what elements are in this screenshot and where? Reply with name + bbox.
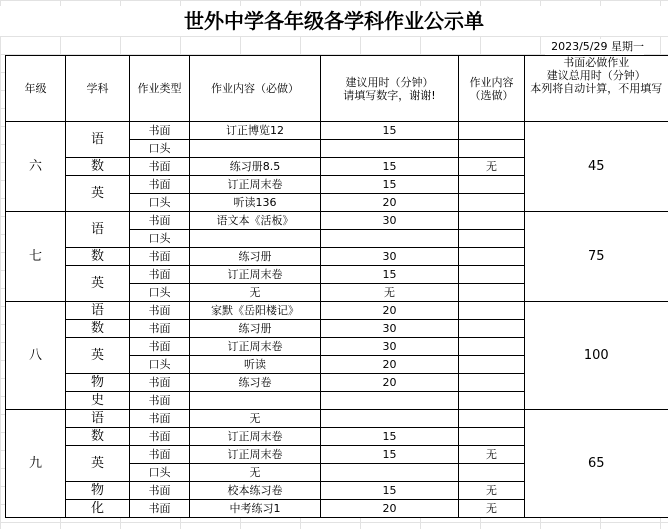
grade-cell[interactable]: 六 (6, 122, 66, 212)
table-row (6, 410, 668, 428)
subject-cell[interactable]: 数 (66, 248, 130, 266)
optional-cell[interactable] (459, 230, 525, 248)
time-cell[interactable]: 30 (321, 320, 459, 338)
time-cell[interactable] (321, 140, 459, 158)
time-cell[interactable]: 20 (321, 194, 459, 212)
header-optional-line2: （选做） (469, 88, 514, 102)
content-cell[interactable]: 无 (190, 410, 321, 428)
time-cell[interactable]: 无 (321, 284, 459, 302)
header-total-line1: 书面必做作业 (563, 56, 630, 69)
page-title: 世外中学各年级各学科作业公示单 (0, 6, 668, 36)
content-cell[interactable]: 练习册8.5 (190, 158, 321, 176)
content-cell[interactable]: 订正周末卷 (190, 428, 321, 446)
subject-cell[interactable]: 英 (66, 338, 130, 374)
type-cell[interactable]: 口头 (130, 356, 190, 374)
time-cell[interactable] (321, 464, 459, 482)
grade-cell[interactable]: 七 (6, 212, 66, 302)
content-cell[interactable]: 校本练习卷 (190, 482, 321, 500)
header-total[interactable] (525, 56, 668, 122)
subject-cell[interactable]: 语 (66, 410, 130, 428)
content-cell[interactable]: 家默《岳阳楼记》 (190, 302, 321, 320)
total-time-cell[interactable]: 45 (525, 122, 668, 212)
type-cell[interactable]: 口头 (130, 464, 190, 482)
homework-table (5, 55, 668, 518)
time-cell[interactable]: 30 (321, 248, 459, 266)
type-cell[interactable]: 书面 (130, 392, 190, 410)
content-cell[interactable] (190, 140, 321, 158)
content-cell[interactable]: 订正周末卷 (190, 446, 321, 464)
content-cell[interactable]: 订正周末卷 (190, 176, 321, 194)
optional-cell[interactable] (459, 320, 525, 338)
optional-cell[interactable] (459, 374, 525, 392)
content-cell[interactable]: 练习卷 (190, 374, 321, 392)
table-row (6, 212, 668, 230)
content-cell[interactable]: 订正博览12 (190, 122, 321, 140)
content-cell[interactable]: 练习册 (190, 320, 321, 338)
subject-cell[interactable]: 物 (66, 482, 130, 500)
content-cell[interactable]: 练习册 (190, 248, 321, 266)
header-content[interactable]: 作业内容（必做） (190, 56, 321, 122)
optional-cell[interactable]: 无 (459, 500, 525, 518)
content-cell[interactable]: 订正周末卷 (190, 338, 321, 356)
type-cell[interactable]: 书面 (130, 248, 190, 266)
optional-cell[interactable] (459, 122, 525, 140)
table-row (6, 122, 668, 140)
type-cell[interactable]: 书面 (130, 482, 190, 500)
type-cell[interactable]: 书面 (130, 338, 190, 356)
optional-cell[interactable] (459, 140, 525, 158)
content-cell[interactable] (190, 230, 321, 248)
total-time-cell[interactable]: 100 (525, 302, 668, 410)
optional-cell[interactable] (459, 410, 525, 428)
time-cell[interactable]: 30 (321, 338, 459, 356)
content-cell[interactable]: 中考练习1 (190, 500, 321, 518)
subject-cell[interactable]: 英 (66, 266, 130, 302)
type-cell[interactable]: 书面 (130, 158, 190, 176)
type-cell[interactable]: 书面 (130, 302, 190, 320)
content-cell[interactable]: 听读136 (190, 194, 321, 212)
optional-cell[interactable]: 无 (459, 446, 525, 464)
type-cell[interactable]: 书面 (130, 320, 190, 338)
type-cell[interactable]: 书面 (130, 446, 190, 464)
header-total-line2: 建议总用时（分钟） (546, 69, 646, 82)
subject-cell[interactable]: 英 (66, 446, 130, 482)
header-time-line1: 建议用时（分钟） (345, 75, 434, 89)
time-cell[interactable]: 20 (321, 374, 459, 392)
optional-cell[interactable] (459, 194, 525, 212)
header-grade[interactable]: 年级 (6, 56, 66, 122)
time-cell[interactable]: 15 (321, 176, 459, 194)
optional-cell[interactable] (459, 266, 525, 284)
type-cell[interactable]: 书面 (130, 176, 190, 194)
time-cell[interactable]: 15 (321, 482, 459, 500)
content-cell[interactable]: 订正周末卷 (190, 266, 321, 284)
subject-cell[interactable]: 化 (66, 500, 130, 518)
time-cell[interactable]: 20 (321, 356, 459, 374)
content-cell[interactable]: 语文本《活板》 (190, 212, 321, 230)
type-cell[interactable]: 书面 (130, 122, 190, 140)
optional-cell[interactable]: 无 (459, 482, 525, 500)
subject-cell[interactable]: 英 (66, 176, 130, 212)
type-cell[interactable]: 书面 (130, 428, 190, 446)
header-time[interactable] (321, 56, 459, 122)
subject-cell[interactable]: 语 (66, 302, 130, 320)
time-cell[interactable]: 20 (321, 500, 459, 518)
time-cell[interactable]: 20 (321, 302, 459, 320)
type-cell[interactable]: 书面 (130, 410, 190, 428)
header-optional[interactable] (459, 56, 525, 122)
optional-cell[interactable] (459, 284, 525, 302)
table-body (6, 56, 668, 518)
time-cell[interactable] (321, 410, 459, 428)
header-subject[interactable]: 学科 (66, 56, 130, 122)
subject-cell[interactable]: 数 (66, 158, 130, 176)
type-cell[interactable]: 书面 (130, 500, 190, 518)
grade-cell[interactable]: 九 (6, 410, 66, 518)
optional-cell[interactable] (459, 428, 525, 446)
optional-cell[interactable] (459, 392, 525, 410)
subject-cell[interactable]: 语 (66, 212, 130, 248)
time-cell[interactable] (321, 392, 459, 410)
content-cell[interactable] (190, 392, 321, 410)
optional-cell[interactable] (459, 176, 525, 194)
header-optional-line1: 作业内容 (469, 75, 514, 89)
header-time-line2: 请填写数字，谢谢! (343, 88, 436, 102)
subject-cell[interactable]: 数 (66, 320, 130, 338)
time-cell[interactable]: 30 (321, 212, 459, 230)
table-row (6, 302, 668, 320)
time-cell[interactable]: 15 (321, 428, 459, 446)
subject-cell[interactable]: 物 (66, 374, 130, 392)
content-cell[interactable]: 无 (190, 464, 321, 482)
content-cell[interactable]: 听读 (190, 356, 321, 374)
time-cell[interactable]: 15 (321, 158, 459, 176)
subject-cell[interactable]: 史 (66, 392, 130, 410)
header-total-line3: 本列将自动计算，不用填写 (530, 82, 663, 95)
time-cell[interactable] (321, 230, 459, 248)
total-time-cell[interactable]: 75 (525, 212, 668, 302)
grade-cell[interactable]: 八 (6, 302, 66, 410)
optional-cell[interactable] (459, 464, 525, 482)
type-cell[interactable]: 口头 (130, 284, 190, 302)
optional-cell[interactable] (459, 356, 525, 374)
header-row (6, 56, 668, 122)
type-cell[interactable]: 口头 (130, 230, 190, 248)
type-cell[interactable]: 口头 (130, 140, 190, 158)
header-type[interactable]: 作业类型 (130, 56, 190, 122)
total-time-cell[interactable]: 65 (525, 410, 668, 518)
optional-cell[interactable]: 无 (459, 158, 525, 176)
content-cell[interactable]: 无 (190, 284, 321, 302)
optional-cell[interactable] (459, 302, 525, 320)
type-cell[interactable]: 书面 (130, 266, 190, 284)
time-cell[interactable]: 15 (321, 266, 459, 284)
type-cell[interactable]: 书面 (130, 374, 190, 392)
subject-cell[interactable]: 数 (66, 428, 130, 446)
time-cell[interactable]: 15 (321, 122, 459, 140)
optional-cell[interactable] (459, 248, 525, 266)
optional-cell[interactable] (459, 212, 525, 230)
type-cell[interactable]: 口头 (130, 194, 190, 212)
optional-cell[interactable] (459, 338, 525, 356)
subject-cell[interactable]: 语 (66, 122, 130, 158)
time-cell[interactable]: 15 (321, 446, 459, 464)
date-label: 2023/5/29 星期一 (545, 39, 644, 55)
type-cell[interactable]: 书面 (130, 212, 190, 230)
